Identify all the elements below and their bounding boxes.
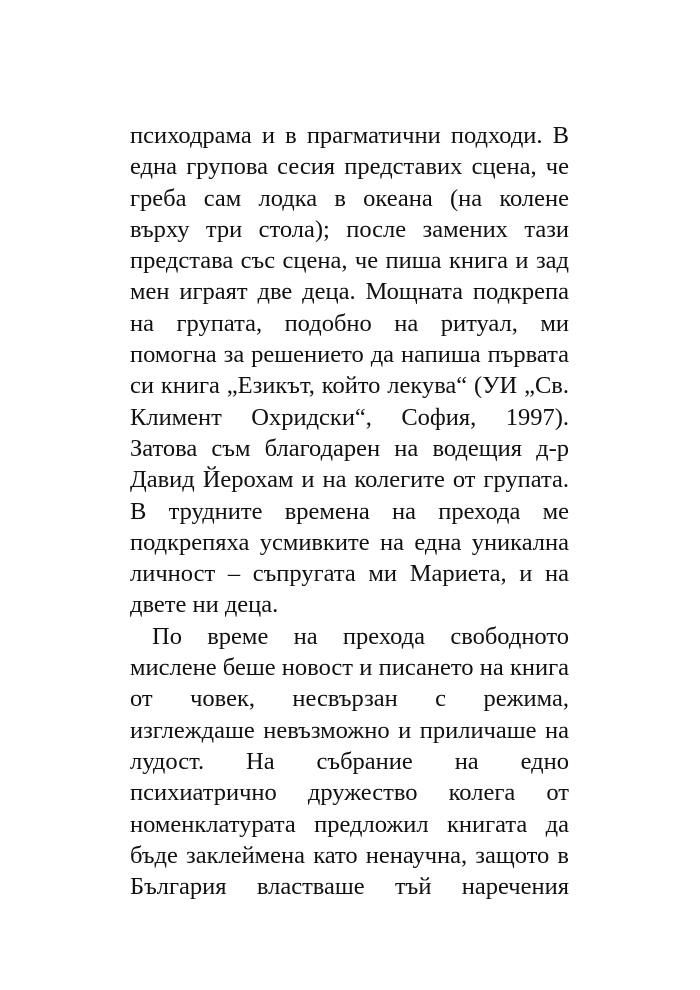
text-line: Затова съм благодарен на водещия д-р [130,434,569,462]
text-line: изглеждаше невъзможно и приличаше на [130,716,569,744]
text-line: психодрама и в прагматични подходи. В [130,122,569,149]
paragraph [130,120,569,621]
text-line: В трудните времена на прехода ме [130,497,569,525]
body-text [130,120,569,902]
text-line: По време на прехода свободното [152,622,569,650]
text-line: лудост. На събрание на едно [130,747,569,775]
text-line: личност – съпругата ми Мариета, и на [130,560,569,588]
text-line: на групата, подобно на ритуал, ми [130,309,569,337]
text-line: помогна за решението да напиша първата [130,341,569,369]
text-line: Климент Охридски“, София, 1997). [130,403,569,431]
text-line: от човек, несвързан с режима, [130,685,569,713]
text-line: греба сам лодка в океана (на колене [130,184,569,212]
text-line: България властваше тъй наречения [130,873,569,901]
text-line: една групова сесия представих сцена, че [130,153,569,181]
text-line: психиатрично дружество колега от [130,779,569,807]
text-line: си книга „Езикът, който лекува“ (УИ „Св. [130,372,569,400]
text-line: Давид Йерохам и на колегите от групата. [130,466,569,494]
text-line: представа със сцена, че пиша книга и зад [130,247,569,275]
text-line: върху три стола); после замених тази [130,215,569,243]
text-line: номенклатурата предложил книгата да [130,810,569,838]
text-line: мен играят две деца. Мощната подкрепа [130,278,569,306]
text-line: подкрепяха усмивките на една уникална [130,528,569,556]
text-line: двете ни деца. [130,591,279,619]
text-line: мислене беше новост и писането на книга [130,654,569,682]
text-line: бъде заклеймена като ненаучна, защото в [130,841,569,869]
paragraph [130,621,569,903]
